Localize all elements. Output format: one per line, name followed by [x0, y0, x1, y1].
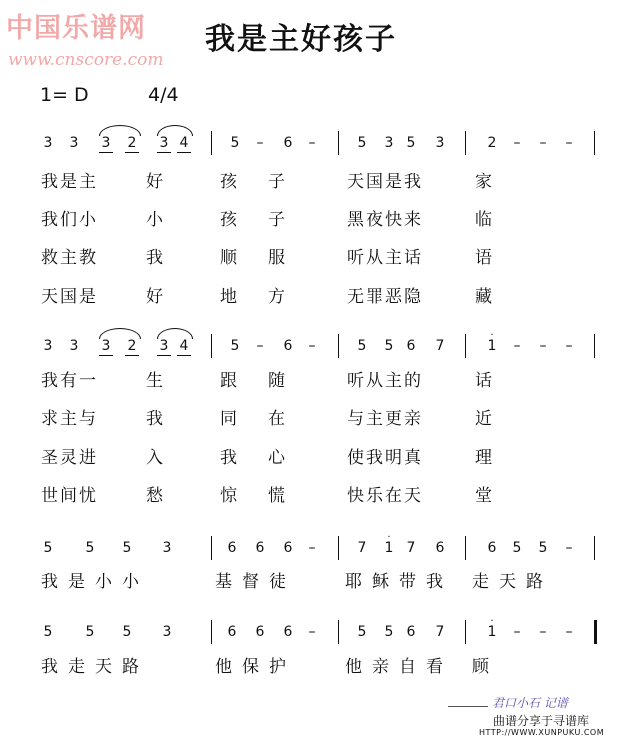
note: 3	[162, 540, 172, 556]
barline	[465, 620, 466, 644]
lyric-text: 我们小	[41, 210, 98, 230]
note: 3	[43, 338, 53, 354]
slur	[157, 125, 193, 136]
lyric-text: 近	[475, 409, 494, 429]
hold-dash: –	[513, 338, 521, 354]
note: 7	[357, 540, 367, 556]
note: 4	[177, 135, 191, 153]
lyric-text: 我走天路	[41, 657, 149, 677]
note: 6	[227, 540, 237, 556]
key-signature: 1= D	[40, 84, 89, 106]
note: 7	[435, 624, 445, 640]
note: 6	[283, 624, 293, 640]
lyric-text: 地	[220, 287, 239, 307]
note: 3	[69, 338, 79, 354]
lyric-text: 话	[475, 371, 494, 391]
lyric-text: 临	[475, 210, 494, 230]
note: 5	[512, 540, 522, 556]
watermark-url: www.cnscore.com	[8, 50, 164, 70]
octave-dot: ·	[490, 330, 494, 341]
lyric-text: 与主更亲	[347, 409, 423, 429]
notation-line-1	[0, 131, 638, 159]
lyric-text: 心	[268, 448, 287, 468]
lyric-text: 堂	[475, 486, 494, 506]
footer-divider	[448, 706, 488, 707]
note: 6	[283, 540, 293, 556]
lyric-text: 在	[268, 409, 287, 429]
song-title: 我是主好孩子	[205, 22, 397, 57]
hold-dash: –	[539, 624, 547, 640]
note: 5	[384, 624, 394, 640]
note: 5	[85, 624, 95, 640]
lyric-text: 救主教	[41, 248, 98, 268]
slur	[99, 125, 141, 136]
note: 5	[85, 540, 95, 556]
hold-dash: –	[565, 624, 573, 640]
note: 3	[99, 135, 113, 153]
note: 2	[125, 338, 139, 356]
lyric-text: 同	[220, 409, 239, 429]
octave-dot: ·	[490, 616, 494, 627]
note: 5	[538, 540, 548, 556]
note: 6	[406, 338, 416, 354]
hold-dash: –	[539, 135, 547, 151]
note: 7	[406, 540, 416, 556]
note: 3	[99, 338, 113, 356]
lyric-text: 我有一	[41, 371, 98, 391]
lyric-text: 惊	[220, 486, 239, 506]
barline	[338, 536, 339, 560]
note: 1 ·	[485, 624, 499, 640]
note: 3	[43, 135, 53, 151]
lyric-text: 我是主	[41, 172, 98, 192]
note: 3	[69, 135, 79, 151]
note: 6	[227, 624, 237, 640]
lyric-text: 基督徒	[215, 572, 296, 592]
lyric-line	[0, 484, 638, 510]
note: 5	[406, 135, 416, 151]
slur	[157, 328, 193, 339]
lyric-text: 我	[146, 248, 165, 268]
note: 7	[435, 338, 445, 354]
note: 5	[357, 624, 367, 640]
note: 5	[357, 338, 367, 354]
lyric-line	[0, 285, 638, 311]
note: 6	[283, 135, 293, 151]
lyric-line	[0, 369, 638, 395]
lyric-text: 我	[146, 409, 165, 429]
lyric-text: 子	[268, 210, 287, 230]
lyric-text: 小	[146, 210, 165, 230]
barline	[211, 536, 212, 560]
barline	[211, 620, 212, 644]
time-signature: 4/4	[148, 84, 179, 106]
notation-line-4	[0, 616, 638, 648]
lyric-text: 无罪恶隐	[347, 287, 423, 307]
note: 2	[125, 135, 139, 153]
lyric-text: 走天路	[472, 572, 553, 592]
note: 6	[255, 540, 265, 556]
barline	[211, 334, 212, 358]
note: 5	[357, 135, 367, 151]
notation-line-2	[0, 330, 638, 362]
lyric-text: 使我明真	[347, 448, 423, 468]
note: 4	[177, 338, 191, 356]
transcriber-credit: 君口小石 记谱	[492, 696, 568, 710]
lyric-text: 服	[268, 248, 287, 268]
barline	[211, 131, 212, 155]
lyric-text: 孩	[220, 210, 239, 230]
lyric-text: 随	[268, 371, 287, 391]
note: 3	[435, 135, 445, 151]
lyric-text: 孩	[220, 172, 239, 192]
lyric-line	[0, 208, 638, 234]
barline	[338, 334, 339, 358]
note: 6	[283, 338, 293, 354]
hold-dash: –	[565, 135, 573, 151]
final-barline	[594, 620, 597, 644]
lyric-text: 天国是	[41, 287, 98, 307]
hold-dash: –	[565, 338, 573, 354]
lyric-text: 好	[146, 287, 165, 307]
lyric-line	[0, 246, 638, 272]
hold-dash: –	[256, 135, 264, 151]
lyric-text: 入	[146, 448, 165, 468]
barline	[465, 131, 466, 155]
note: 5	[230, 338, 240, 354]
lyric-text: 听从主的	[347, 371, 423, 391]
lyric-text: 听从主话	[347, 248, 423, 268]
lyric-text: 子	[268, 172, 287, 192]
note: 3	[162, 624, 172, 640]
note: 5	[384, 338, 394, 354]
note: 3	[157, 135, 171, 153]
lyric-text: 顾	[472, 657, 499, 677]
lyric-text: 生	[146, 371, 165, 391]
lyric-text: 好	[146, 172, 165, 192]
hold-dash: –	[308, 338, 316, 354]
note: 6	[406, 624, 416, 640]
hold-dash: –	[513, 135, 521, 151]
barline	[594, 536, 595, 560]
hold-dash: –	[308, 540, 316, 556]
hold-dash: –	[256, 338, 264, 354]
footer-site-name: 曲谱分享于寻谱库	[493, 714, 590, 728]
lyric-text: 方	[268, 287, 287, 307]
lyric-text: 他保护	[215, 657, 296, 677]
hold-dash: –	[308, 135, 316, 151]
lyric-text: 我	[220, 448, 239, 468]
note: 3	[157, 338, 171, 356]
barline	[465, 334, 466, 358]
lyric-text: 世间忧	[41, 486, 98, 506]
lyric-text: 顺	[220, 248, 239, 268]
note: 1 ·	[382, 540, 396, 556]
lyric-text: 他亲自看	[345, 657, 453, 677]
notation-line-3	[0, 532, 638, 564]
lyric-line	[0, 446, 638, 472]
barline	[465, 536, 466, 560]
hold-dash: –	[308, 624, 316, 640]
note: 5	[43, 624, 53, 640]
lyric-text: 慌	[268, 486, 287, 506]
lyric-line	[0, 655, 638, 681]
footer-url: HTTP://WWW.XUNPUKU.COM	[479, 728, 605, 737]
lyric-text: 圣灵进	[41, 448, 98, 468]
watermark-logo: 中国乐谱网	[6, 13, 146, 44]
note: 6	[435, 540, 445, 556]
barline	[338, 620, 339, 644]
hold-dash: –	[565, 540, 573, 556]
note: 5	[122, 540, 132, 556]
lyric-text: 愁	[146, 486, 165, 506]
note: 5	[230, 135, 240, 151]
lyric-text: 我是小小	[41, 572, 149, 592]
lyric-text: 藏	[475, 287, 494, 307]
note: 2	[487, 135, 497, 151]
slur	[99, 328, 141, 339]
note: 1 ·	[485, 338, 499, 354]
lyric-line	[0, 170, 638, 196]
note: 5	[43, 540, 53, 556]
lyric-text: 耶稣带我	[345, 572, 453, 592]
lyric-text: 快乐在天	[347, 486, 423, 506]
lyric-text: 理	[475, 448, 494, 468]
note: 5	[122, 624, 132, 640]
lyric-line	[0, 407, 638, 433]
lyric-line	[0, 570, 638, 596]
hold-dash: –	[513, 624, 521, 640]
lyric-text: 语	[475, 248, 494, 268]
note: 6	[487, 540, 497, 556]
barline	[594, 131, 595, 155]
barline	[338, 131, 339, 155]
barline	[594, 334, 595, 358]
octave-dot: ·	[387, 532, 391, 543]
lyric-text: 求主与	[41, 409, 98, 429]
lyric-text: 跟	[220, 371, 239, 391]
lyric-text: 天国是我	[347, 172, 423, 192]
lyric-text: 家	[475, 172, 494, 192]
hold-dash: –	[539, 338, 547, 354]
note: 6	[255, 624, 265, 640]
note: 3	[384, 135, 394, 151]
lyric-text: 黑夜快来	[347, 210, 423, 230]
